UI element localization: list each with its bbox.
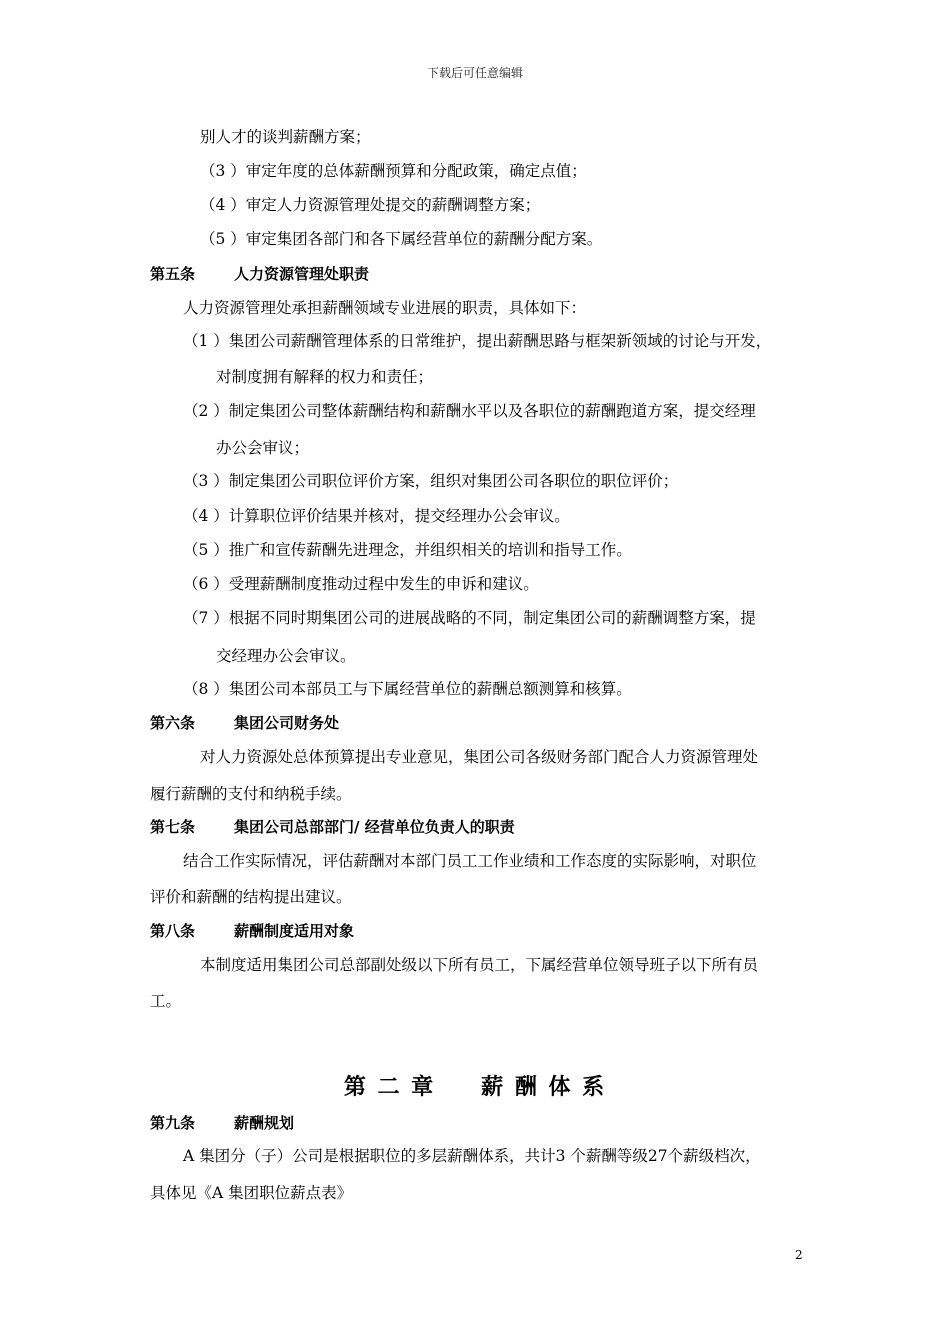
list-item: （4 ）计算职位评价结果并核对，提交经理办公会审议。 bbox=[183, 507, 570, 525]
chapter-heading bbox=[0, 1070, 950, 1101]
paragraph-line: 评价和薪酬的结构提出建议。 bbox=[150, 888, 352, 906]
list-item: （5 ）审定集团各部门和各下属经营单位的薪酬分配方案。 bbox=[200, 230, 603, 248]
article-number: 第八条 bbox=[150, 922, 196, 940]
article-number: 第五条 bbox=[150, 265, 196, 283]
list-item: （3 ）制定集团公司职位评价方案，组织对集团公司各职位的职位评价； bbox=[183, 472, 679, 490]
article-number: 第七条 bbox=[150, 818, 196, 836]
article-heading bbox=[150, 1113, 294, 1133]
list-item-continuation: 办公会审议； bbox=[216, 439, 310, 457]
list-item-continuation: 交经理办公会审议。 bbox=[216, 647, 356, 665]
chapter-title: 薪 酬 体 系 bbox=[481, 1075, 607, 1100]
paragraph-line: A 集团分（子）公司是根据职位的多层薪酬体系，共计3 个薪酬等级27个薪级档次， bbox=[183, 1147, 761, 1165]
paragraph-line: 履行薪酬的支付和纳税手续。 bbox=[150, 785, 352, 803]
list-item: （7 ）根据不同时期集团公司的进展战略的不同，制定集团公司的薪酬调整方案，提 bbox=[183, 609, 756, 627]
body-line: 别人才的谈判薪酬方案； bbox=[200, 128, 371, 146]
paragraph-line: 工。 bbox=[150, 992, 182, 1010]
article-title: 人力资源管理处职责 bbox=[234, 265, 370, 283]
page-number: 2 bbox=[795, 1248, 803, 1262]
article-heading bbox=[150, 921, 354, 941]
list-item: （2 ）制定集团公司整体薪酬结构和薪酬水平以及各职位的薪酬跑道方案，提交经理 bbox=[183, 402, 756, 420]
list-item-continuation: 对制度拥有解释的权力和责任； bbox=[216, 368, 434, 386]
paragraph-line: 结合工作实际情况，评估薪酬对本部门员工工作业绩和工作态度的实际影响，对职位 bbox=[183, 852, 757, 870]
paragraph-line: 具体见《A 集团职位薪点表》 bbox=[150, 1184, 353, 1202]
article-title: 集团公司总部部门/ 经营单位负责人的职责 bbox=[234, 818, 515, 836]
article-title: 集团公司财务处 bbox=[234, 714, 340, 732]
list-item: （1 ）集团公司薪酬管理体系的日常维护，提出薪酬思路与框架新领域的讨论与开发， bbox=[183, 332, 772, 350]
article-title: 薪酬制度适用对象 bbox=[234, 922, 355, 940]
paragraph-line: 本制度适用集团公司总部副处级以下所有员工，下属经营单位领导班子以下所有员 bbox=[200, 956, 759, 974]
article-heading bbox=[150, 817, 515, 837]
article-number: 第九条 bbox=[150, 1114, 196, 1132]
article-heading bbox=[150, 713, 339, 733]
list-item: （4 ）审定人力资源管理处提交的薪酬调整方案； bbox=[200, 196, 541, 214]
paragraph-line: 人力资源管理处承担薪酬领域专业进展的职责，具体如下： bbox=[183, 299, 587, 317]
article-title: 薪酬规划 bbox=[234, 1114, 295, 1132]
article-number: 第六条 bbox=[150, 714, 196, 732]
list-item: （3 ）审定年度的总体薪酬预算和分配政策，确定点值； bbox=[200, 162, 587, 180]
list-item: （5 ）推广和宣传薪酬先进理念，并组织相关的培训和指导工作。 bbox=[183, 541, 632, 559]
paragraph-line: 对人力资源处总体预算提出专业意见，集团公司各级财务部门配合人力资源管理处 bbox=[200, 748, 759, 766]
article-heading bbox=[150, 264, 369, 284]
list-item: （8 ）集团公司本部员工与下属经营单位的薪酬总额测算和核算。 bbox=[183, 680, 632, 698]
chapter-number: 第 二 章 bbox=[343, 1075, 436, 1100]
list-item: （6 ）受理薪酬制度推动过程中发生的申诉和建议。 bbox=[183, 575, 539, 593]
page-header: 下载后可任意编辑 bbox=[426, 66, 523, 80]
